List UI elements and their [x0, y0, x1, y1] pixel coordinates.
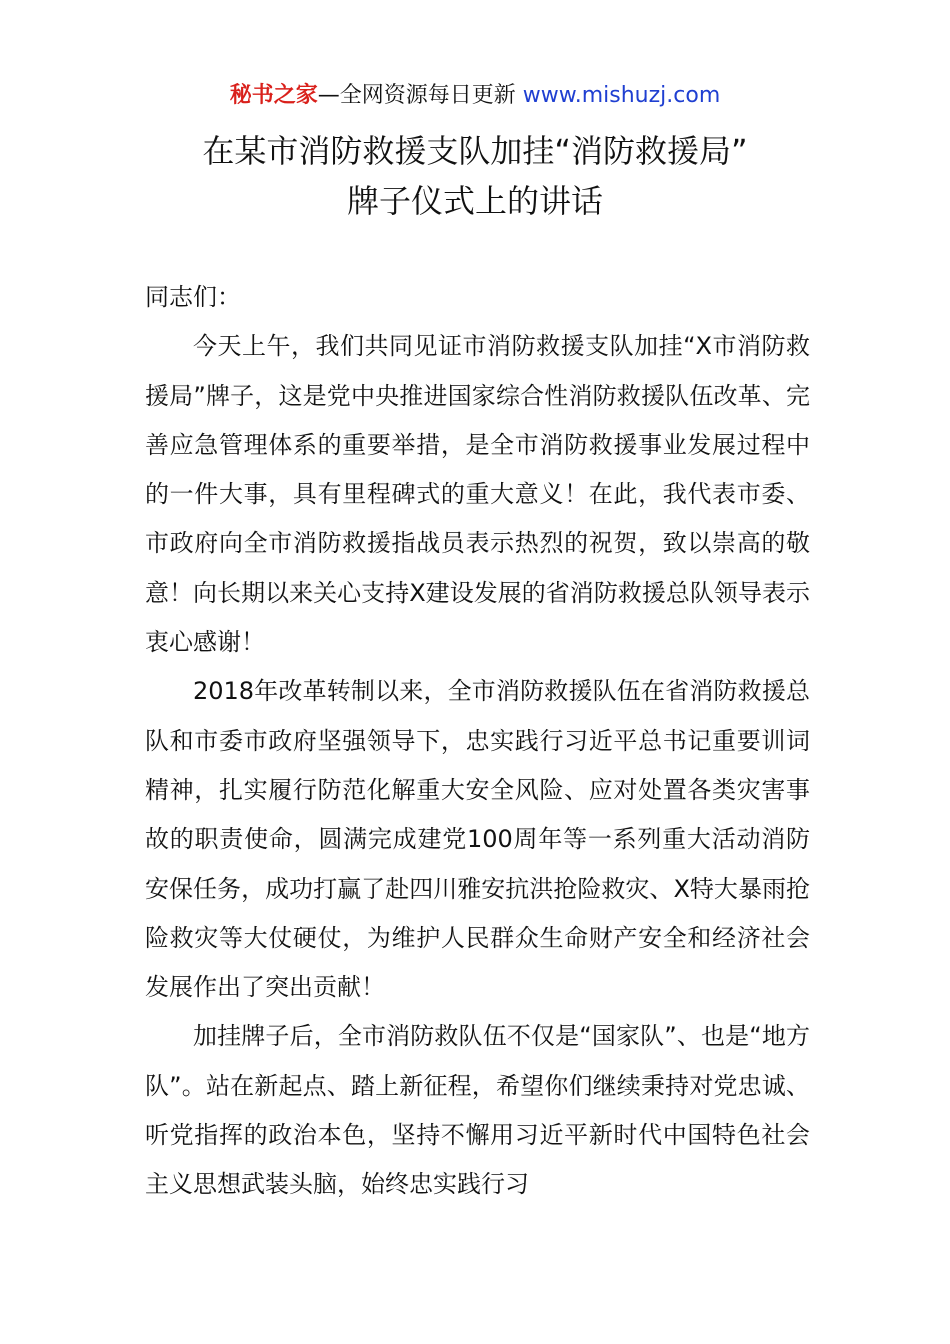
title-line-2: 牌子仪式上的讲话 [346, 182, 603, 220]
paragraph-3: 加挂牌子后，全市消防救队伍不仅是“国家队”、也是“地方队”。站在新起点、踏上新征程，希望你们继续秉持对党忠诚、听党指挥的政治本色，坚持不懈用习近平新时代中国特色社会主义思想武装头脑，始终忠实践行习 [145, 1022, 810, 1199]
salutation: 同志们： [145, 283, 241, 311]
brand-name: 秘书之家 [229, 83, 318, 108]
title-line-1: 在某市消防救援支队加挂“消防救援局” [202, 132, 748, 170]
banner-tagline: —全网资源每日更新 [317, 83, 516, 108]
paragraph-2: 2018年改革转制以来，全市消防救援队伍在省消防救援总队和市委市政府坚强领导下，忠实践行习近平总书记重要训词精神，扎实履行防范化解重大安全风险、应对处置各类灾害事故的职责使命，圆满完成建党100周年等一系列重大活动消防安保任务，成功打赢了赴四川雅安抗洪抢险救灾、X特大暴雨抢险救灾等大仗硬仗，为维护人民群众生命财产安全和经济社会发展作出了突出贡献！ [145, 677, 810, 1002]
site-banner [0, 80, 950, 112]
document-title [0, 126, 950, 226]
paragraph-1: 今天上午，我们共同见证市消防救援支队加挂“X市消防救援局”牌子，这是党中央推进国家综合性消防救援队伍改革、完善应急管理体系的重要举措，是全市消防救援事业发展过程中的一件大事，具有里程碑式的重大意义！在此，我代表市委、市政府向全市消防救援指战员表示热烈的祝贺，致以崇高的敬意！向长期以来关心支持X建设发展的省消防救援总队领导表示衷心感谢！ [145, 332, 810, 657]
speech-body [145, 273, 810, 1210]
site-url-link[interactable]: www.mishuzj.com [522, 83, 721, 108]
